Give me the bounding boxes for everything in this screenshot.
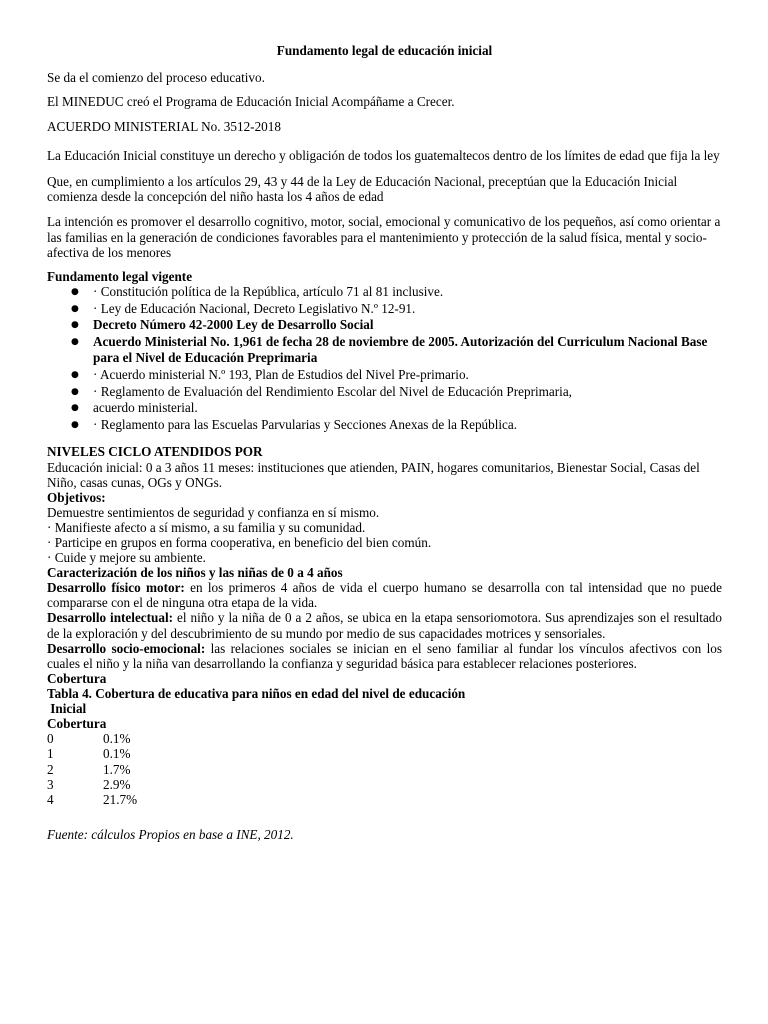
table-row xyxy=(47,777,137,792)
caracterizacion-heading: Caracterización de los niños y las niñas de 0 a 4 años xyxy=(47,565,343,581)
list-item xyxy=(47,317,722,334)
bullet-icon: ● xyxy=(71,320,79,331)
coverage-table xyxy=(47,731,137,807)
table-cell-value: 0.1% xyxy=(103,731,131,747)
niveles-section xyxy=(47,444,722,731)
table-cell-age: 0 xyxy=(47,731,54,747)
list-item xyxy=(47,384,722,401)
desarrollo-text: el niño y la niña de 0 a 2 años, se ubica en la etapa sensoriomotora. Sus aprendizajes son el resultado de la exploración y del descubrimiento de su mundo por medio de sus capacidades motrices y sensoriales. xyxy=(47,610,722,641)
bullet-icon: ● xyxy=(71,287,79,298)
list-item xyxy=(47,284,722,301)
cobertura-heading: Cobertura xyxy=(47,670,107,686)
table-row xyxy=(47,746,137,761)
paragraph-intro: Se da el comienzo del proceso educativo. xyxy=(47,70,265,85)
niveles-heading: NIVELES CICLO ATENDIDOS POR xyxy=(47,444,263,460)
bullet-icon: ● xyxy=(71,419,79,430)
list-item-text: · Constitución política de la República, artículo 71 al 81 inclusive. xyxy=(93,284,444,300)
list-item-text: · Reglamento de Evaluación del Rendimiento Escolar del Nivel de Educación Preprimaria, xyxy=(93,383,572,399)
objetivo-item: Demuestre sentimientos de seguridad y confianza en sí mismo. xyxy=(47,504,380,520)
desarrollo-socio-emocional xyxy=(47,641,722,671)
table-row xyxy=(47,762,137,777)
list-item xyxy=(47,400,722,417)
legal-list xyxy=(47,284,722,433)
table-cell-age: 1 xyxy=(47,746,54,762)
list-item-text: acuerdo ministerial. xyxy=(93,400,198,416)
objetivo-item: · Manifieste afecto a sí mismo, a su familia y su comunidad. xyxy=(47,519,366,535)
desarrollo-text: en los primeros 4 años de vida el cuerpo humano se desarrolla con tal intensidad que no puede compararse con el de ninguna otra etapa de la vida. xyxy=(47,580,722,611)
niveles-text: Educación inicial: 0 a 3 años 11 meses: instituciones que atienden, PAIN, hogares comunitarios, Bienestar Social, Casas del Niño, casas cunas, OGs y ONGs. xyxy=(47,459,700,490)
bullet-icon: ● xyxy=(71,336,79,347)
list-item xyxy=(47,334,722,367)
table-cell-value: 21.7% xyxy=(103,792,138,807)
paragraph-derecho: La Educación Inicial constituye un derecho y obligación de todos los guatemaltecos dentro de los límites de edad que fija la ley xyxy=(47,148,720,164)
bullet-icon: ● xyxy=(71,370,79,381)
paragraph-mineduc: El MINEDUC creó el Programa de Educación Inicial Acompáñame a Crecer. xyxy=(47,94,455,110)
legal-heading: Fundamento legal vigente xyxy=(47,268,193,284)
bullet-icon: ● xyxy=(71,403,79,414)
objetivo-item: · Participe en grupos en forma cooperativa, en beneficio del bien común. xyxy=(47,534,432,550)
table-cell-value: 0.1% xyxy=(103,746,131,762)
list-item-text: · Ley de Educación Nacional, Decreto Legislativo N.º 12-91. xyxy=(93,300,416,316)
desarrollo-label: Desarrollo físico motor: xyxy=(47,580,185,596)
bullet-icon: ● xyxy=(71,386,79,397)
table-row xyxy=(47,731,137,746)
list-item-text: Decreto Número 42-2000 Ley de Desarrollo Social xyxy=(93,317,374,333)
table-cell-age: 4 xyxy=(47,792,54,807)
desarrollo-intelectual xyxy=(47,610,722,640)
paragraph-cumplimiento: Que, en cumplimiento a los artículos 29, 43 y 44 de la Ley de Educación Nacional, preceptúan que la Educación Inicial comienza desde la concepción del niño hasta los 4 años de edad xyxy=(47,173,678,205)
desarrollo-label: Desarrollo intelectual: xyxy=(47,610,174,626)
table-row xyxy=(47,792,137,807)
table-caption-level: Inicial xyxy=(47,701,87,716)
table-cell-age: 2 xyxy=(47,761,54,777)
list-item-text: · Acuerdo ministerial N.º 193, Plan de Estudios del Nivel Pre-primario. xyxy=(93,367,469,383)
objetivo-item: · Cuide y mejore su ambiente. xyxy=(47,550,206,566)
table-cell-age: 3 xyxy=(47,776,54,792)
desarrollo-label: Desarrollo socio-emocional: xyxy=(47,640,206,656)
paragraph-acuerdo: ACUERDO MINISTERIAL No. 3512-2018 xyxy=(47,118,281,134)
table-caption: Tabla 4. Cobertura de educativa para niños en edad del nivel de educación xyxy=(47,685,466,701)
list-item-text: Acuerdo Ministerial No. 1,961 de fecha 28 de noviembre de 2005. Autorización del Curriculum Nacional Base para el Nivel de Educación Preprimaria xyxy=(93,333,708,366)
table-cell-value: 1.7% xyxy=(103,761,131,777)
list-item xyxy=(47,417,722,434)
table-header: Cobertura xyxy=(47,716,107,732)
paragraph-intencion: La intención es promover el desarrollo cognitivo, motor, social, emocional y comunicativo de los pequeños, así como orientar a las familias en la generación de condiciones favorables para el mantenimiento y protección de la salud física, mental y socio-afectiva de los menores xyxy=(47,214,721,261)
list-item-text: · Reglamento para las Escuelas Parvularias y Secciones Anexas de la República. xyxy=(93,416,518,432)
table-cell-value: 2.9% xyxy=(103,776,131,792)
list-item xyxy=(47,367,722,384)
bullet-icon: ● xyxy=(71,303,79,314)
desarrollo-fisico xyxy=(47,580,722,610)
desarrollo-text: las relaciones sociales se inician en el seno familiar al fundar los vínculos afectivos con los cuales el niño y la niña van desarrollando la confianza y seguridad básica para establecer relaciones posteriores. xyxy=(47,640,723,671)
source-note: Fuente: cálculos Propios en base a INE, 2012. xyxy=(47,827,294,843)
objetivos-heading: Objetivos: xyxy=(47,489,106,505)
list-item xyxy=(47,301,722,318)
document-title: Fundamento legal de educación inicial xyxy=(276,43,493,58)
